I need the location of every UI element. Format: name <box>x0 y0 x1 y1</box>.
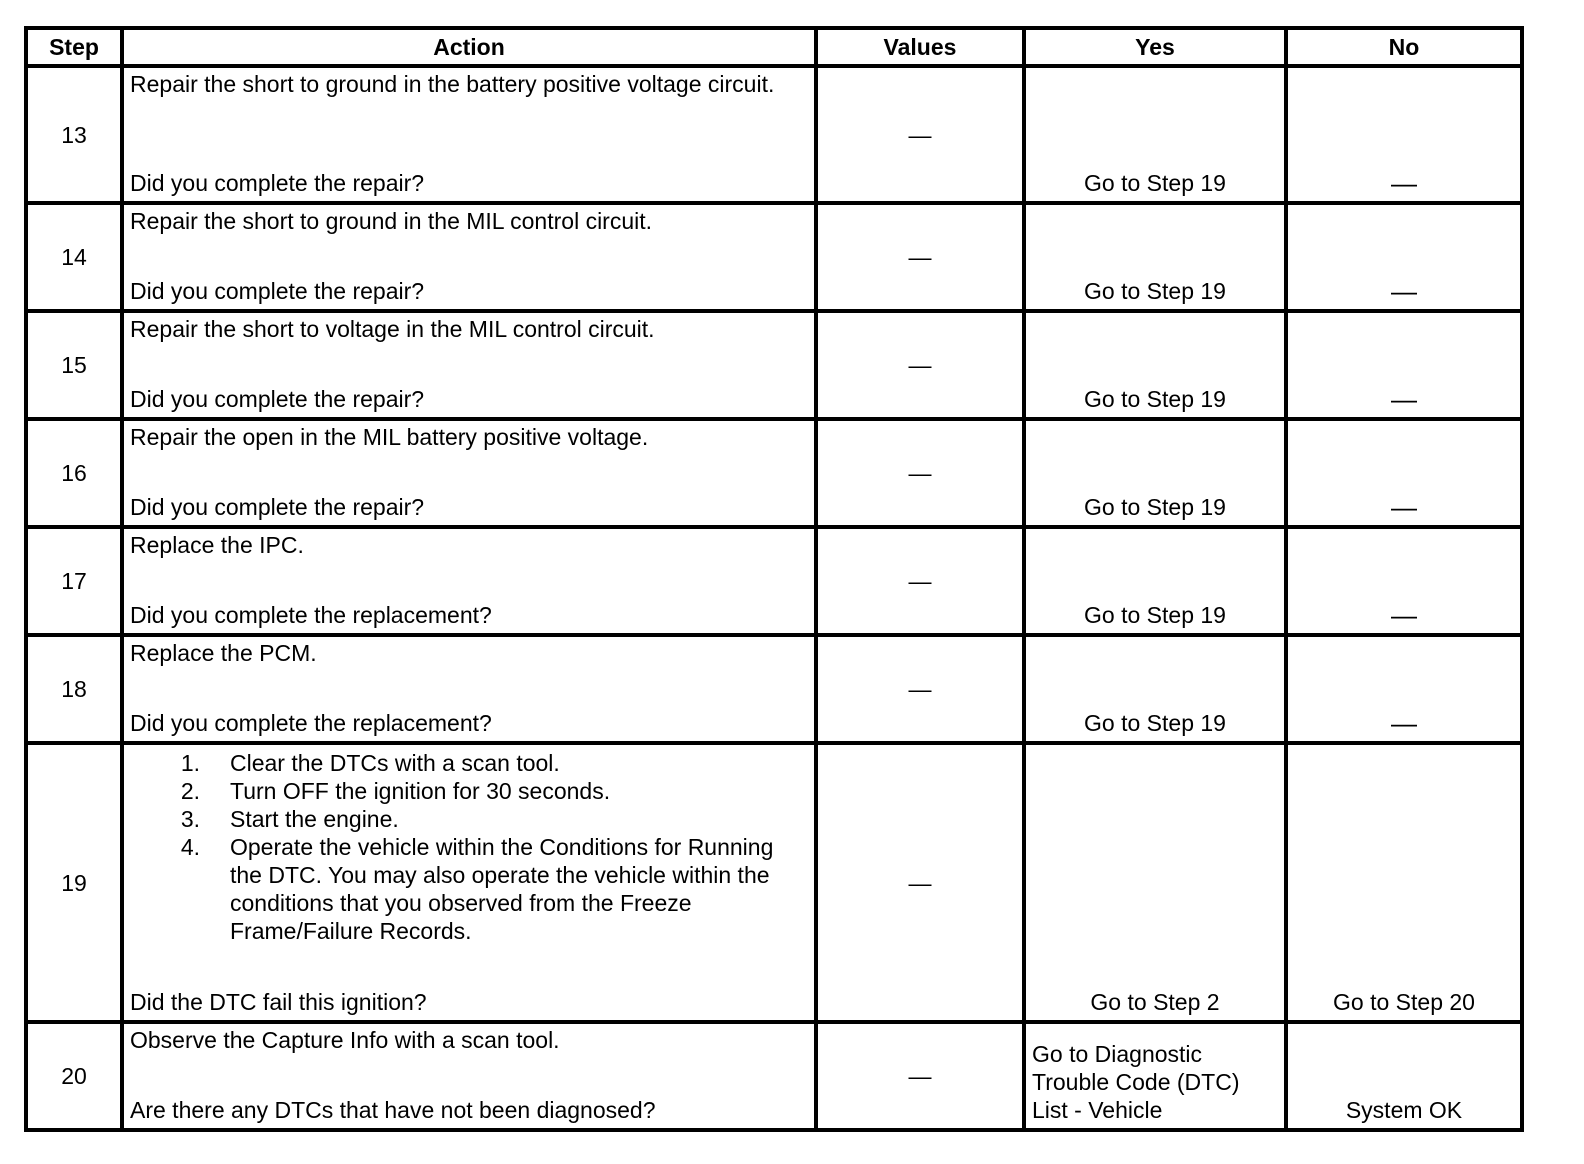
list-item <box>130 777 808 805</box>
step-number: 16 <box>26 419 122 527</box>
diagnostic-table <box>24 26 1524 1132</box>
header-yes: Yes <box>1024 28 1286 66</box>
no-cell <box>1286 1022 1522 1130</box>
no-cell <box>1286 311 1522 419</box>
list-item-text: Clear the DTCs with a scan tool. <box>230 750 560 776</box>
list-item-number: 4. <box>180 834 200 860</box>
procedure-list <box>130 749 808 945</box>
yes-cell <box>1024 419 1286 527</box>
header-action: Action <box>122 28 816 66</box>
table-row <box>26 203 1522 311</box>
yes-cell <box>1024 311 1286 419</box>
yes-cell <box>1024 635 1286 743</box>
action-cell <box>122 743 816 1022</box>
header-values: Values <box>816 28 1024 66</box>
no-result: — <box>1391 492 1417 522</box>
table-row <box>26 66 1522 203</box>
table-row <box>26 1022 1522 1130</box>
no-cell <box>1286 635 1522 743</box>
yes-result: Go to Step 19 <box>1084 710 1226 736</box>
list-item <box>130 833 808 945</box>
yes-result: Go to Step 2 <box>1090 989 1220 1015</box>
values-cell: — <box>816 1022 1024 1130</box>
yes-result: Go to Step 19 <box>1084 602 1226 628</box>
no-result: — <box>1391 276 1417 306</box>
action-instruction: Observe the Capture Info with a scan tool. <box>130 1027 560 1053</box>
list-item-text: Start the engine. <box>230 806 399 832</box>
action-question: Did you complete the repair? <box>130 494 425 520</box>
yes-result: Go to Step 19 <box>1084 386 1226 412</box>
yes-result: Go to Step 19 <box>1084 494 1226 520</box>
no-cell <box>1286 743 1522 1022</box>
step-number: 15 <box>26 311 122 419</box>
yes-result-line: List - Vehicle <box>1032 1097 1163 1123</box>
values-cell: — <box>816 635 1024 743</box>
action-question: Did you complete the replacement? <box>130 710 492 736</box>
values-cell: — <box>816 743 1024 1022</box>
table-row <box>26 527 1522 635</box>
action-cell <box>122 203 816 311</box>
no-cell <box>1286 66 1522 203</box>
yes-result-line: Trouble Code (DTC) <box>1032 1069 1240 1095</box>
action-question: Did you complete the repair? <box>130 170 425 196</box>
table-row <box>26 743 1522 1022</box>
action-cell <box>122 527 816 635</box>
action-cell <box>122 66 816 203</box>
no-result: — <box>1391 708 1417 738</box>
table-row <box>26 635 1522 743</box>
action-instruction: Repair the open in the MIL battery positive voltage. <box>130 424 649 450</box>
action-cell <box>122 311 816 419</box>
no-cell <box>1286 203 1522 311</box>
table-row <box>26 419 1522 527</box>
table-row <box>26 311 1522 419</box>
yes-result: Go to Step 19 <box>1084 278 1226 304</box>
action-instruction: Replace the PCM. <box>130 640 317 666</box>
yes-result-line: Go to Diagnostic <box>1032 1041 1203 1067</box>
list-item-number: 2. <box>180 778 200 804</box>
step-number: 19 <box>26 743 122 1022</box>
header-step: Step <box>26 28 122 66</box>
action-instruction: Replace the IPC. <box>130 532 304 558</box>
action-cell <box>122 635 816 743</box>
action-cell <box>122 419 816 527</box>
values-cell: — <box>816 203 1024 311</box>
values-cell: — <box>816 66 1024 203</box>
list-item <box>130 805 808 833</box>
action-question: Did you complete the replacement? <box>130 602 492 628</box>
values-cell: — <box>816 311 1024 419</box>
yes-cell <box>1024 203 1286 311</box>
no-result: System OK <box>1345 1097 1463 1123</box>
action-question: Are there any DTCs that have not been diagnosed? <box>130 1097 656 1123</box>
yes-cell <box>1024 66 1286 203</box>
list-item-text: Turn OFF the ignition for 30 seconds. <box>230 778 611 804</box>
no-cell <box>1286 419 1522 527</box>
yes-cell <box>1024 743 1286 1022</box>
action-cell <box>122 1022 816 1130</box>
list-item-number: 3. <box>180 806 200 832</box>
list-item <box>130 749 808 777</box>
step-number: 17 <box>26 527 122 635</box>
yes-result-multiline <box>1032 1040 1239 1124</box>
action-instruction: Repair the short to ground in the battery positive voltage circuit. <box>130 71 775 97</box>
yes-cell <box>1024 527 1286 635</box>
values-cell: — <box>816 527 1024 635</box>
no-result: Go to Step 20 <box>1333 989 1475 1015</box>
no-result: — <box>1391 168 1417 198</box>
header-no: No <box>1286 28 1522 66</box>
yes-cell <box>1024 1022 1286 1130</box>
header-row <box>26 28 1522 66</box>
step-number: 13 <box>26 66 122 203</box>
list-item-number: 1. <box>180 750 200 776</box>
step-number: 14 <box>26 203 122 311</box>
list-item-text: Operate the vehicle within the Conditions for Running the DTC. You may also operate the vehicle within the conditions that you observed from the Freeze Frame/Failure Records. <box>230 834 774 944</box>
step-number: 20 <box>26 1022 122 1130</box>
no-result: — <box>1391 384 1417 414</box>
action-instruction: Repair the short to voltage in the MIL control circuit. <box>130 316 655 342</box>
yes-result: Go to Step 19 <box>1084 170 1226 196</box>
no-result: — <box>1391 600 1417 630</box>
action-question: Did you complete the repair? <box>130 386 425 412</box>
action-question: Did the DTC fail this ignition? <box>130 989 427 1015</box>
step-number: 18 <box>26 635 122 743</box>
no-cell <box>1286 527 1522 635</box>
values-cell: — <box>816 419 1024 527</box>
action-question: Did you complete the repair? <box>130 278 425 304</box>
action-instruction: Repair the short to ground in the MIL control circuit. <box>130 208 653 234</box>
